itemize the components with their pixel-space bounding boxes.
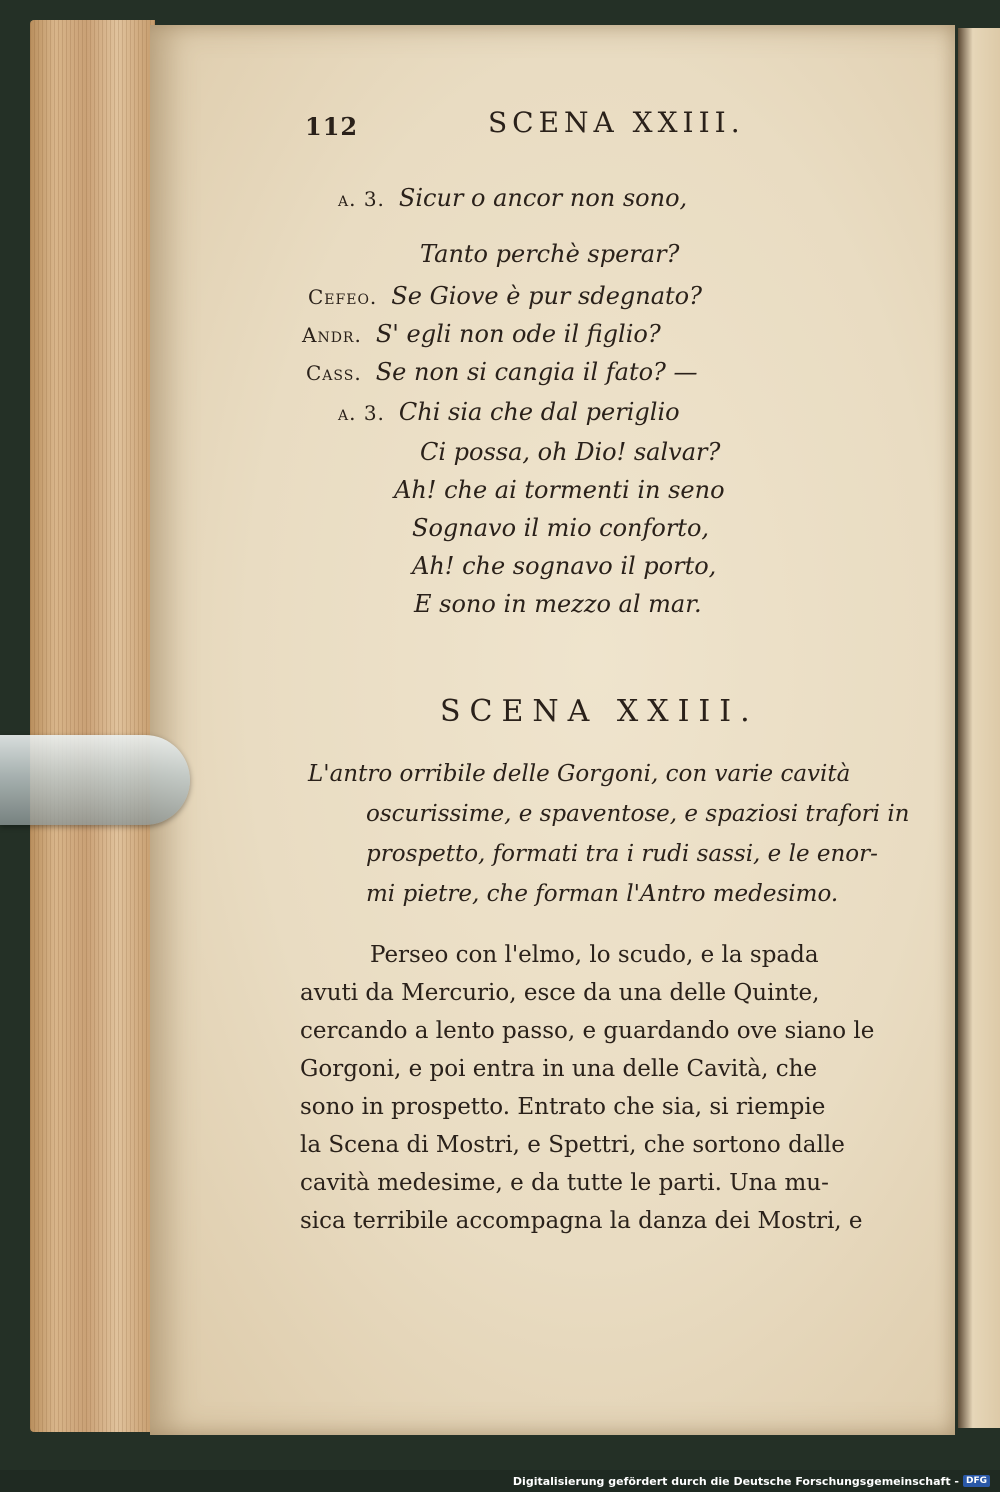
verse-speaker: Cass. <box>306 361 362 385</box>
dfg-logo-icon: DFG <box>963 1475 990 1487</box>
facing-page-edge <box>958 28 1000 1428</box>
stage-line: oscurissime, e spaventose, e spaziosi trafori in <box>366 801 910 827</box>
verse-text: Ah! che sognavo il porto, <box>412 552 717 580</box>
verse-text: Se non si cangia il fato? — <box>375 358 698 386</box>
verse-text: Sicur o ancor non sono, <box>398 184 688 212</box>
verse-speaker: Cefeo. <box>308 285 378 309</box>
prose-line: sica terribile accompagna la danza dei Mostri, e <box>300 1208 863 1234</box>
verse-text: E sono in mezzo al mar. <box>414 590 702 618</box>
prose-line: la Scena di Mostri, e Spettri, che sortono dalle <box>300 1132 845 1158</box>
verse-line <box>420 240 679 268</box>
book-page-edges <box>30 20 155 1432</box>
prose-line: Perseo con l'elmo, lo scudo, e la spada <box>370 942 819 968</box>
verse-line <box>414 590 702 618</box>
verse-line <box>338 398 680 426</box>
verse-text: Ci possa, oh Dio! salvar? <box>420 438 721 466</box>
verse-line <box>412 552 716 580</box>
verse-line <box>306 358 698 386</box>
verse-line <box>394 476 725 504</box>
verse-text: Se Giove è pur sdegnato? <box>391 282 702 310</box>
verse-text: S' egli non ode il figlio? <box>375 320 661 348</box>
verse-line <box>412 514 709 542</box>
running-head: SCENA XXIII. <box>488 106 745 139</box>
verse-line <box>308 282 702 310</box>
verse-speaker: Andr. <box>302 323 362 347</box>
digitization-credit <box>513 1472 990 1490</box>
scene-title: SCENA XXIII. <box>440 694 759 729</box>
verse-text: Ah! che ai tormenti in seno <box>394 476 725 504</box>
prose-paragraph <box>300 936 912 1240</box>
page-number: 112 <box>305 112 359 141</box>
prose-line: cercando a lento passo, e guardando ove siano le <box>300 1018 875 1044</box>
prose-line: avuti da Mercurio, esce da una delle Quinte, <box>300 980 820 1006</box>
verse-speaker: a. 3. <box>338 401 385 425</box>
stage-line: L'antro orribile delle Gorgoni, con varie cavità <box>308 761 851 787</box>
stage-line: mi pietre, che forman l'Antro medesimo. <box>366 881 839 907</box>
verse-line <box>302 320 661 348</box>
page-holder-clip <box>0 735 190 825</box>
stage-line: prospetto, formati tra i rudi sassi, e le enor- <box>366 841 878 867</box>
verse-text: Sognavo il mio conforto, <box>412 514 710 542</box>
prose-line: sono in prospetto. Entrato che sia, si riempie <box>300 1094 826 1120</box>
verse-text: Chi sia che dal periglio <box>398 398 680 426</box>
verse-text: Tanto perchè sperar? <box>420 240 680 268</box>
prose-line: Gorgoni, e poi entra in una delle Cavità, che <box>300 1056 818 1082</box>
credit-text: Digitalisierung gefördert durch die Deutsche Forschungsgemeinschaft - <box>512 1474 959 1488</box>
verse-line <box>338 184 687 212</box>
prose-line: cavità medesime, e da tutte le parti. Una mu- <box>300 1170 829 1196</box>
verse-speaker: a. 3. <box>338 187 385 211</box>
verse-line <box>420 438 720 466</box>
stage-direction <box>308 754 918 914</box>
